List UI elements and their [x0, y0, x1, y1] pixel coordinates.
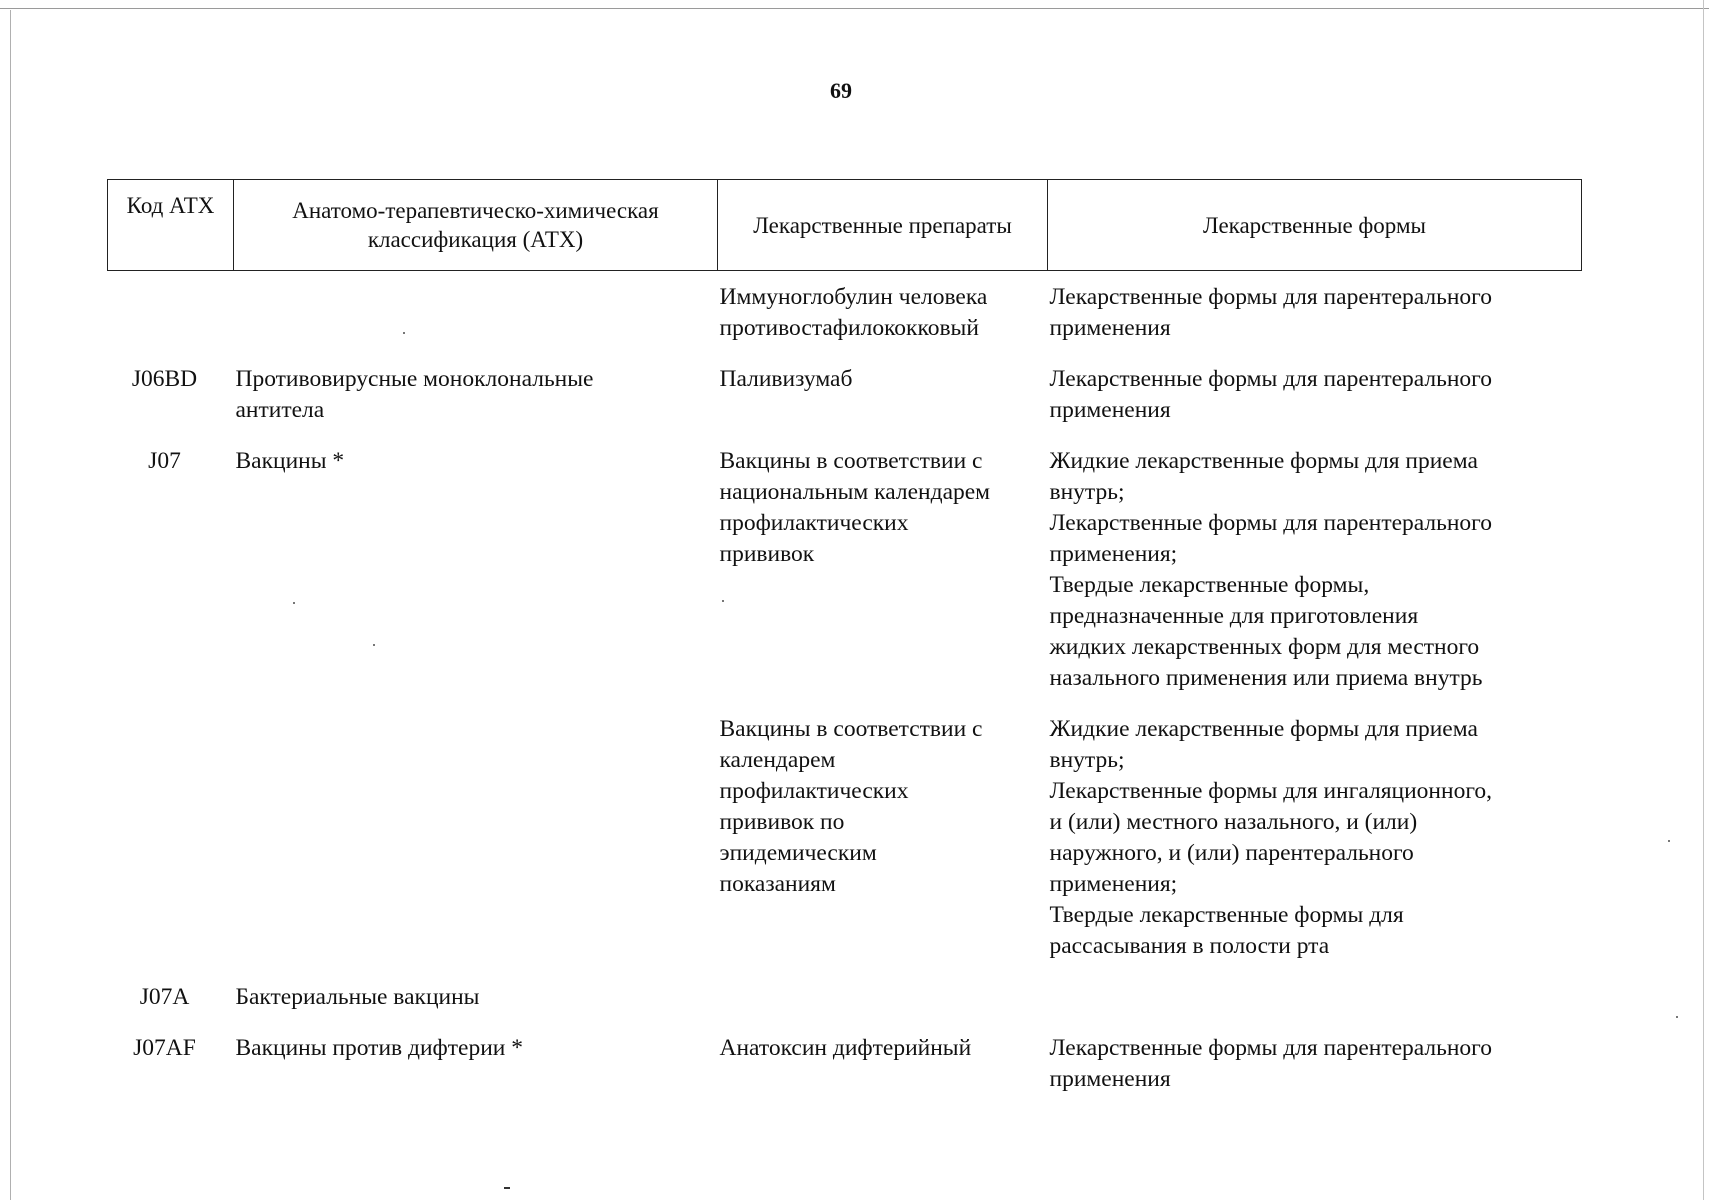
cell-forms-line: Жидкие лекарственные формы для приема: [1049, 448, 1478, 474]
scan-edge-right: [1703, 0, 1704, 1200]
cell-classification: [234, 446, 718, 714]
cell-forms: [1048, 271, 1582, 365]
cell-classification-line: Вакцины *: [235, 448, 345, 474]
cell-forms-line: применения: [1049, 397, 1171, 423]
cell-drugs-line: Паливизумаб: [719, 366, 853, 392]
cell-code: [108, 271, 234, 365]
scan-dash: [504, 1187, 510, 1189]
cell-forms-line: Лекарственные формы для парентерального: [1049, 284, 1492, 310]
cell-classification-line: Бактериальные вакцины: [235, 984, 480, 1010]
scan-speck: [722, 600, 724, 602]
scan-speck: [1668, 840, 1670, 842]
cell-drugs-line: календарем: [719, 747, 836, 773]
table-row: [108, 982, 1582, 1033]
table-row: [108, 446, 1582, 714]
cell-drugs-line: Вакцины в соответствии с: [719, 716, 983, 742]
cell-forms-line: применения;: [1049, 541, 1178, 567]
cell-forms-line: предназначенные для приготовления: [1049, 603, 1419, 629]
atx-table: [107, 179, 1582, 1115]
cell-forms-line: рассасывания в полости рта: [1049, 933, 1330, 959]
cell-forms: [1048, 982, 1582, 1033]
cell-forms-line: Жидкие лекарственные формы для приема: [1049, 716, 1478, 742]
cell-forms-line: Лекарственные формы для ингаляционного,: [1049, 778, 1493, 804]
cell-drugs-line: Иммуноглобулин человека: [719, 284, 988, 310]
cell-code: [108, 714, 234, 982]
cell-forms: [1048, 714, 1582, 982]
cell-forms-line: наружного, и (или) парентерального: [1049, 840, 1414, 866]
cell-drugs-line: прививок: [719, 541, 815, 567]
header-code: Код АТХ: [108, 180, 234, 271]
cell-classification-line: Вакцины против дифтерии *: [235, 1035, 523, 1061]
cell-code: J06BD: [131, 366, 198, 392]
scan-speck: [373, 644, 375, 646]
cell-code: J07: [148, 448, 181, 474]
scan-speck: [1676, 1016, 1678, 1018]
cell-forms-line: Твердые лекарственные формы для: [1049, 902, 1404, 928]
cell-forms-line: и (или) местного назального, и (или): [1049, 809, 1418, 835]
cell-forms: [1048, 1033, 1582, 1115]
cell-forms-line: применения;: [1049, 871, 1178, 897]
cell-drugs-line: показаниям: [719, 871, 836, 897]
header-classification: Анатомо-терапевтическо-химическая классификация (АТХ): [234, 180, 718, 271]
cell-forms-line: жидких лекарственных форм для местного: [1049, 634, 1480, 660]
cell-code: J07A: [139, 984, 190, 1010]
cell-drugs-line: прививок по: [719, 809, 845, 835]
scan-speck: [403, 332, 405, 334]
cell-drugs: [718, 271, 1048, 365]
page-number: 69: [830, 78, 852, 103]
table-body: [108, 271, 1582, 1116]
cell-classification-line: антитела: [235, 397, 325, 423]
cell-drugs-line: эпидемическим: [719, 840, 877, 866]
cell-forms: [1048, 364, 1582, 446]
cell-forms-line: Твердые лекарственные формы,: [1049, 572, 1370, 598]
table-row: [108, 271, 1582, 365]
cell-forms-line: Лекарственные формы для парентерального: [1049, 1035, 1492, 1061]
table-row: [108, 714, 1582, 982]
cell-forms-line: применения: [1049, 315, 1171, 341]
cell-drugs-line: национальным календарем: [719, 479, 991, 505]
cell-classification: [234, 982, 718, 1033]
cell-code: J07AF: [133, 1035, 196, 1061]
cell-classification: [234, 714, 718, 982]
cell-forms-line: внутрь;: [1049, 479, 1125, 505]
cell-drugs: [718, 982, 1048, 1033]
cell-forms-line: Лекарственные формы для парентерального: [1049, 366, 1492, 392]
cell-classification: [234, 271, 718, 365]
cell-drugs: [718, 446, 1048, 714]
header-forms: Лекарственные формы: [1048, 180, 1582, 271]
scan-speck: [293, 602, 295, 604]
scan-edge-top: [0, 8, 1709, 9]
table-row: [108, 364, 1582, 446]
cell-drugs-line: профилактических: [719, 510, 909, 536]
cell-forms-line: внутрь;: [1049, 747, 1125, 773]
table-header: [108, 180, 1582, 271]
cell-drugs-line: противостафилококковый: [719, 315, 979, 341]
cell-drugs: [718, 714, 1048, 982]
cell-drugs-line: Анатоксин дифтерийный: [719, 1035, 972, 1061]
cell-classification: [234, 1033, 718, 1115]
cell-forms-line: применения: [1049, 1066, 1171, 1092]
table-row: [108, 1033, 1582, 1115]
scan-edge-left: [10, 10, 11, 1200]
cell-classification-line: Противовирусные моноклональные: [235, 366, 594, 392]
cell-drugs-line: Вакцины в соответствии с: [719, 448, 983, 474]
header-drugs: Лекарственные препараты: [718, 180, 1048, 271]
cell-drugs: [718, 1033, 1048, 1115]
cell-forms-line: Лекарственные формы для парентерального: [1049, 510, 1492, 536]
cell-forms-line: назального применения или приема внутрь: [1049, 665, 1483, 691]
cell-forms: [1048, 446, 1582, 714]
cell-drugs-line: профилактических: [719, 778, 909, 804]
cell-drugs: [718, 364, 1048, 446]
cell-classification: [234, 364, 718, 446]
